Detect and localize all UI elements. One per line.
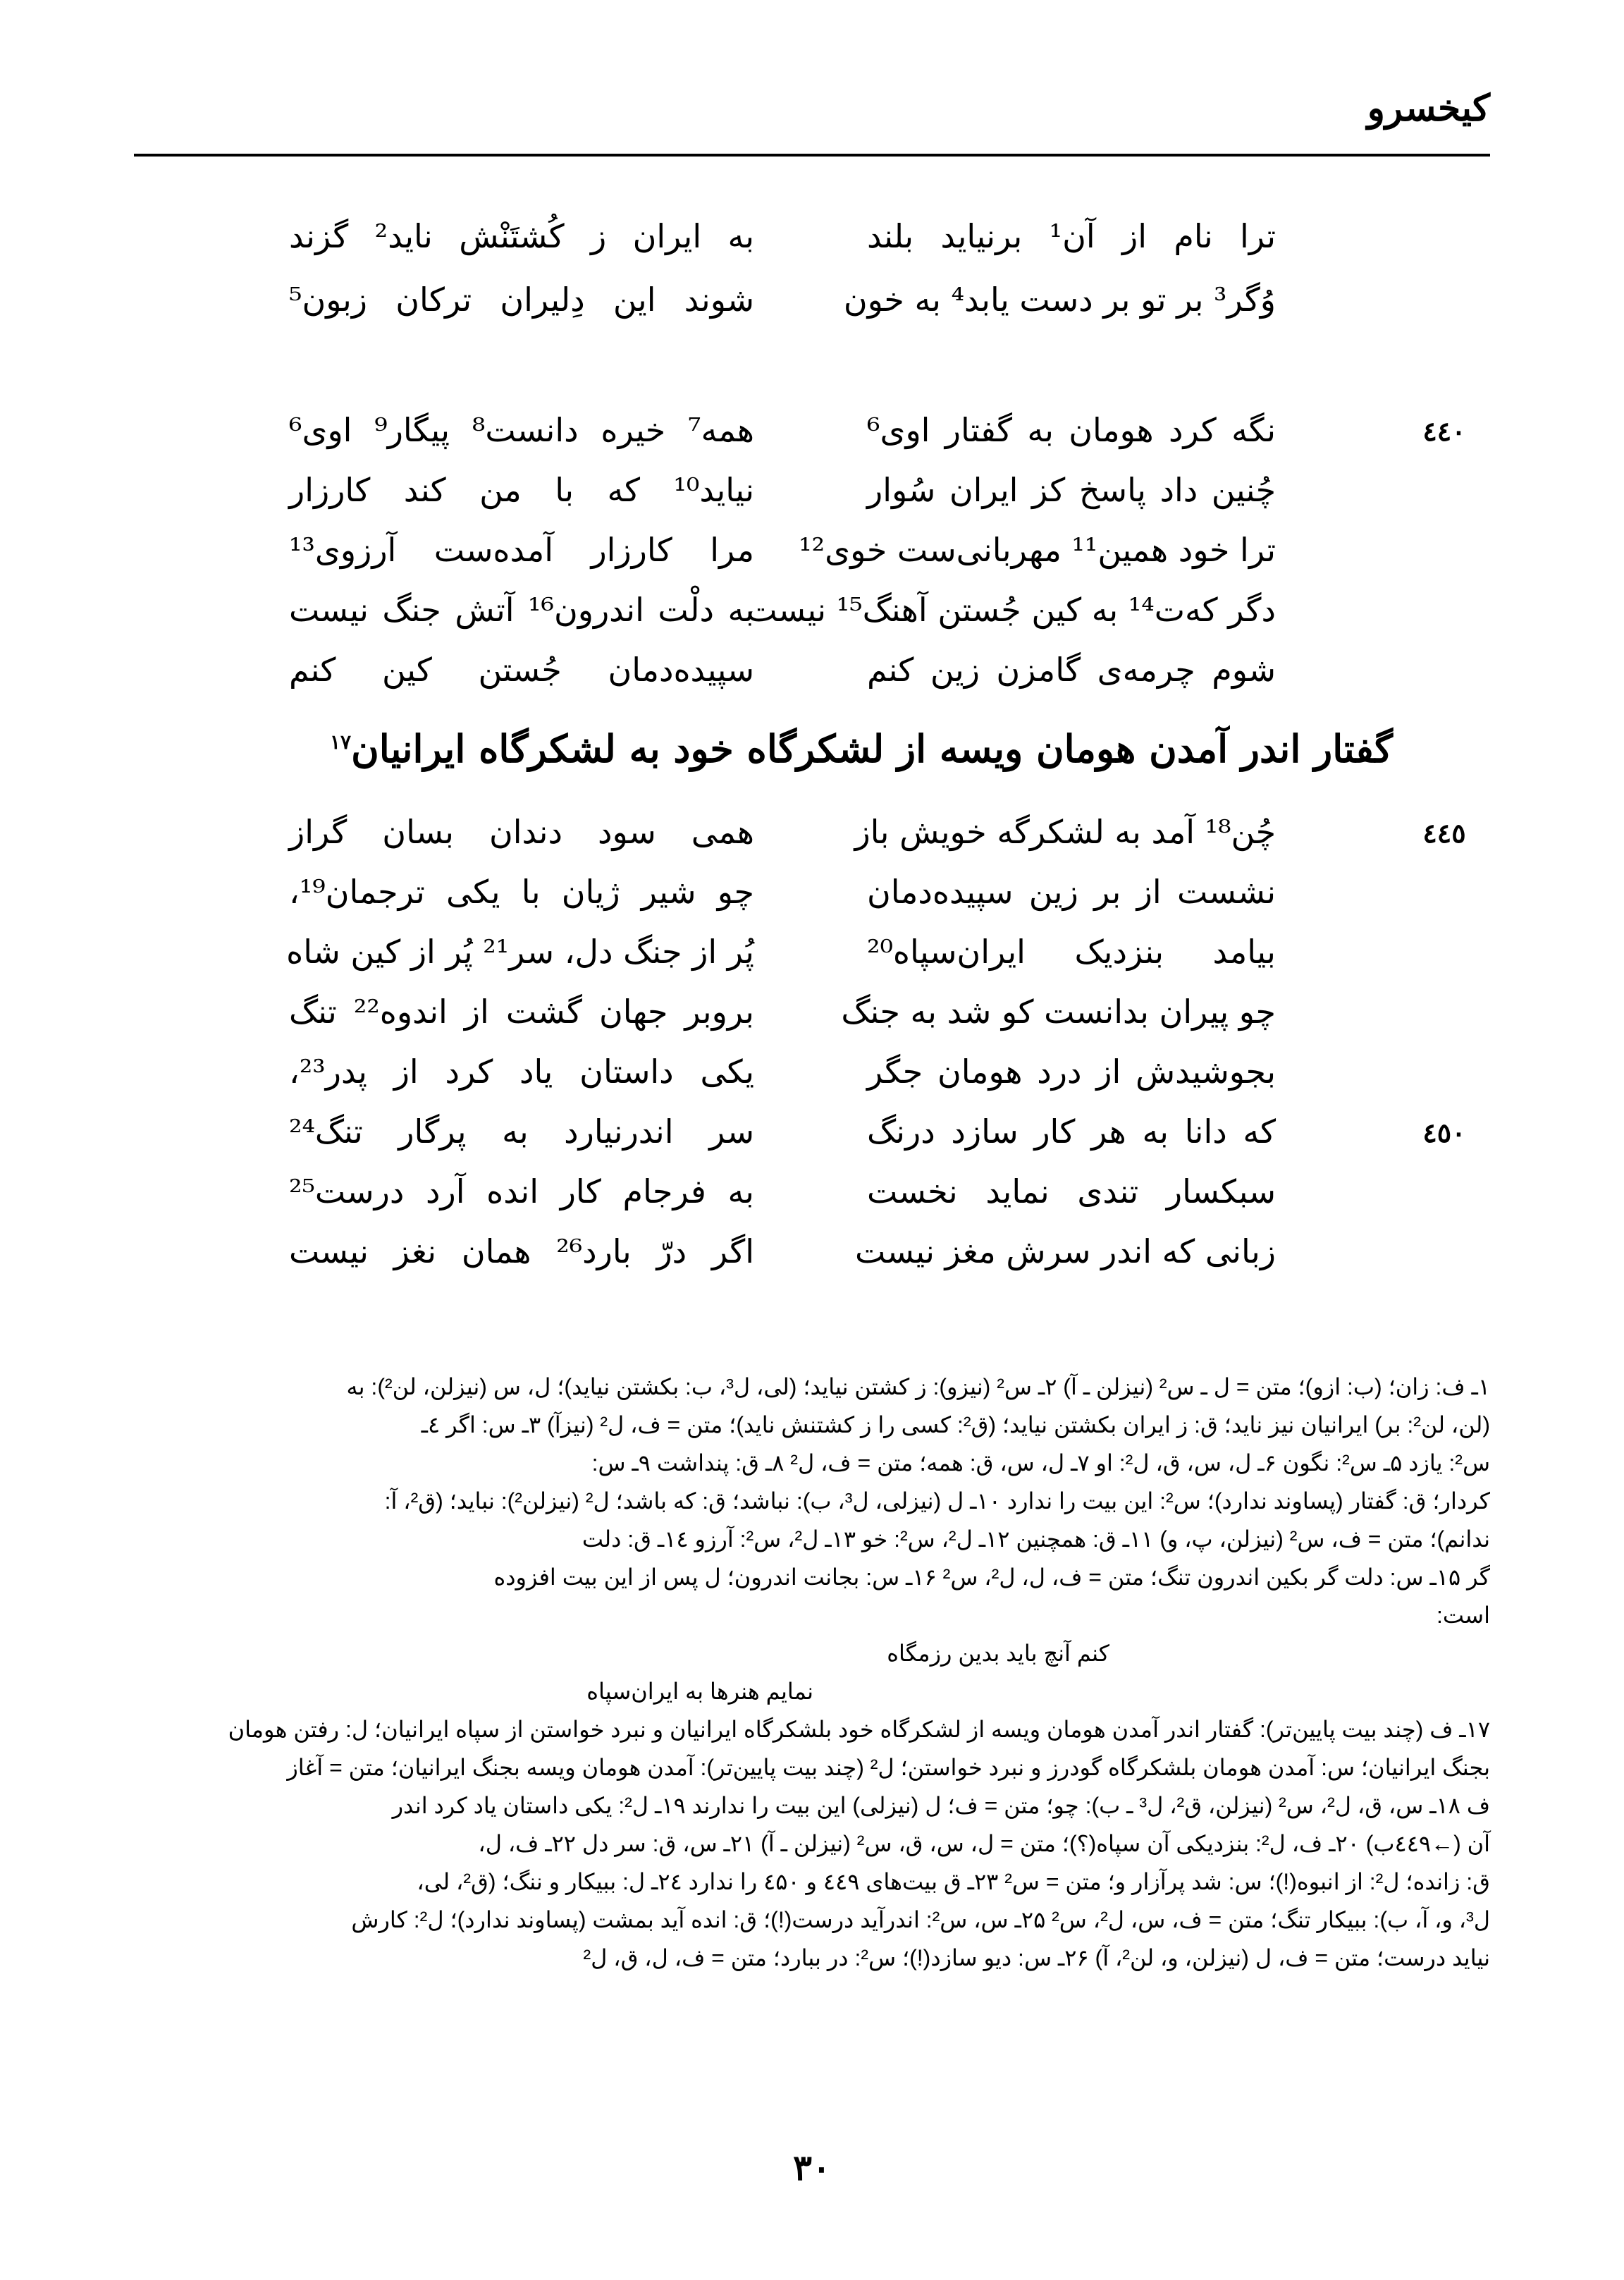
hemistich-second: همی سود دندان بسان گراز xyxy=(289,813,754,851)
footnote-line: بجنگ ایرانیان؛ س: آمدن هومان بلشکرگاه گودرز و نبرد خواستن؛ ل² (چند بیت پایین‌تر): آمدن هومان ویسه بجنگ ایرانیان؛ متن = آغاز xyxy=(287,1755,1490,1780)
hemistich-first: سبکسار تندی نماید نخست xyxy=(867,1172,1276,1211)
hemistich-second: به دلْت اندرون¹⁶ آتش جنگ نیست xyxy=(289,591,754,629)
footnote-line: ل³، و، آ، ب): ببیکار تنگ؛ متن = ف، س، ل²، س² ۲۵ـ س، س²: اندرآید درست(!)؛ ق: انده آید بمشت (پساوند ندارد)؛ ل²: کارش xyxy=(351,1907,1490,1932)
footnote-ref: ۱۷ xyxy=(330,730,352,754)
couplet xyxy=(0,525,1624,575)
footnote-line: س²: یازد ۵ـ س²: نگون ۶ـ ل، س، ق، ل²: او ۷ـ ل، س، ق: همه؛ متن = ف، ل² ۸ـ ق: پنداشت ۹ـ س: xyxy=(591,1450,1490,1476)
footnote-line: ۱ـ ف: زان؛ (ب: ازو)؛ متن = ل ـ س² (نیزلن ـ آ) ۲ـ س² (نیزو): ز کشتن نیاید؛ (لی، ل³، ب: بکشتن نیاید)؛ ل، س (نیزلن، لن²): به xyxy=(346,1374,1490,1399)
hemistich-second: بروبر جهان گشت از اندوه²² تنگ xyxy=(289,993,754,1031)
section-heading xyxy=(0,726,1624,771)
hemistich-first: ترا خود همین¹¹ مهربانی‌ست خوی¹² xyxy=(799,531,1276,569)
hemistich-first: چُن¹⁸ آمد به لشکرگه خویش باز xyxy=(854,813,1276,851)
couplet xyxy=(0,927,1624,976)
couplet xyxy=(0,807,1624,857)
hemistich-first: وُگر³ بر تو بر دست یابد⁴ به خون xyxy=(843,281,1276,319)
hemistich-first: ترا نام از آن¹ برنیاید بلند xyxy=(867,217,1276,255)
hemistich-second: سر اندرنیارد به پرگار تنگ²⁴ xyxy=(289,1113,754,1151)
couplet xyxy=(0,275,1624,324)
couplet xyxy=(0,1227,1624,1276)
hemistich-first: چو پیران بدانست کو شد به جنگ xyxy=(841,993,1276,1031)
hemistich-first: بیامد بنزدیک ایران‌سپاه²⁰ xyxy=(867,933,1276,971)
hemistich-first: چُنین داد پاسخ کز ایران سُوار xyxy=(867,471,1276,509)
couplet xyxy=(0,585,1624,635)
section-title-text: گفتار اندر آمدن هومان ویسه از لشکرگاه خود به لشکرگاه ایرانیان xyxy=(351,726,1393,771)
running-title: کیخسرو xyxy=(1367,87,1490,130)
footnote-line: ۱۷ـ ف (چند بیت پایین‌تر): گفتار اندر آمدن هومان ویسه از لشکرگاه خود بلشکرگاه ایرانیان و نبرد خواستن از سپاه ایرانیان؛ ل: رفتن هومان xyxy=(228,1717,1490,1742)
couplet xyxy=(0,645,1624,694)
hemistich-second: به فرجام کار انده آرد درست²⁵ xyxy=(289,1172,754,1211)
couplet xyxy=(0,465,1624,515)
couplet xyxy=(0,1107,1624,1156)
couplet xyxy=(0,1047,1624,1096)
hemistich-first: زبانی که اندر سرش مغز نیست xyxy=(855,1232,1276,1270)
hemistich-first: شوم چرمه‌ی گامزن زین کنم xyxy=(867,651,1276,689)
footnote-line: (لن، لن²: بر) ایرانیان نیز ناید؛ ق: ز ایران بکشتن نیاید؛ (ق²: کسی را ز کشتنش ناید)؛ متن = ف، ل² (نیزآ) ۳ـ س: اگر ٤ـ xyxy=(421,1412,1490,1438)
hemistich-first: که دانا به هر کار سازد درنگ xyxy=(867,1113,1276,1151)
verse-number: ٤٤٥ xyxy=(1422,817,1466,849)
verse-number: ٤٤٠ xyxy=(1422,415,1466,447)
hemistich-second: یکی داستان یاد کرد از پدر²³، xyxy=(289,1053,754,1091)
added-verse-line: نمایم هنرها به ایران‌سپاه xyxy=(586,1679,813,1704)
hemistich-second: سپیده‌دمان جُستن کین کنم xyxy=(289,651,754,689)
footnote-line: نیاید درست؛ متن = ف، ل (نیزلن، و، لن²، آ) ۲۶ـ س: دیو سازد(!)؛ س²: در ببارد؛ متن = ف، ل، ق، ل² xyxy=(583,1945,1490,1971)
verse-number: ٤٥٠ xyxy=(1422,1117,1466,1148)
hemistich-second: همه⁷ خیره دانست⁸ پیگار⁹ اوی⁶ xyxy=(289,411,754,449)
couplet xyxy=(0,405,1624,455)
hemistich-second: اگر درّ بارد²⁶ همان نغز نیست xyxy=(289,1232,754,1270)
couplet xyxy=(0,1167,1624,1216)
added-verse-line: کنم آنچ باید بدین رزمگاه xyxy=(887,1641,1109,1666)
hemistich-first: بجوشیدش از درد هومان جگر xyxy=(867,1053,1276,1091)
hemistich-second: شوند این دِلیران ترکان زبون⁵ xyxy=(289,281,754,319)
couplet xyxy=(0,987,1624,1036)
footnote-line: آن (←٤٤۹ب) ۲۰ـ ف، ل²: بنزدیکی آن سپاه(؟)؛ متن = ل، س، ق، س² (نیزلن ـ آ) ۲۱ـ س، ق: سر دل ۲۲ـ ف، ل، xyxy=(478,1831,1490,1856)
header-rule xyxy=(134,154,1490,157)
footnote-line: گر ۱۵ـ س: دلت گر بکین اندرون تنگ؛ متن = ف، ل، ل²، س² ۱۶ـ س: بجانت اندرون؛ ل پس از این بیت افزوده xyxy=(493,1564,1490,1590)
hemistich-first: دگر که‌ت¹⁴ به کین جُستن آهنگ¹⁵ نیست xyxy=(746,591,1276,629)
footnote-line: ق: زانده؛ ل²: از انبوه(!)؛ س: شد پرآزار و؛ متن = س² ۲۳ـ ق بیت‌های ٤٤۹ و ٤۵۰ را ندارد ۲٤ـ ل: ببیکار و ننگ؛ (ق²، لی، xyxy=(417,1869,1490,1894)
footnote-line: کردار؛ ق: گفتار (پساوند ندارد)؛ س²: این بیت را ندارد ۱۰ـ ل (نیزلی، ل³، ب): نباشد؛ ق: که باشد؛ ل² (نیزلن²): نباید؛ (ق²، آ: xyxy=(384,1488,1490,1514)
hemistich-second: چو شیر ژیان با یکی ترجمان¹⁹، xyxy=(289,873,754,911)
hemistich-first: نشست از بر زین سپیده‌دمان xyxy=(867,873,1276,911)
couplet xyxy=(0,867,1624,917)
hemistich-second: پُر از جنگ دل، سر²¹ پُر از کین شاه xyxy=(286,933,754,971)
hemistich-second: نیاید¹⁰ که با من کند کارزار xyxy=(289,471,754,509)
footnote-line: است: xyxy=(1436,1602,1490,1628)
hemistich-first: نگه کرد هومان به گفتار اوی⁶ xyxy=(867,411,1276,449)
footnote-line: ف ۱۸ـ س، ق، ل²، س² (نیزلن، ق²، ل³ ـ ب): چو؛ متن = ف؛ ل (نیزلی) این بیت را ندارند ۱۹ـ ل²: یکی داستان یاد کرد اندر xyxy=(392,1793,1490,1818)
hemistich-second: به ایران ز کُشتَنْش ناید² گزند xyxy=(289,217,754,255)
footnotes-apparatus xyxy=(134,1368,1490,1977)
couplet xyxy=(0,212,1624,261)
footnote-line: ندانم)؛ متن = ف، س² (نیزلن، پ، و) ۱۱ـ ق: همچنین ۱۲ـ ل²، س²: خو ۱۳ـ ل²، س²: آرزو ۱٤ـ ق: دلت xyxy=(582,1526,1490,1552)
hemistich-second: مرا کارزار آمده‌ست آرزوی¹³ xyxy=(289,531,754,569)
page-number: ۳۰ xyxy=(793,2147,831,2188)
